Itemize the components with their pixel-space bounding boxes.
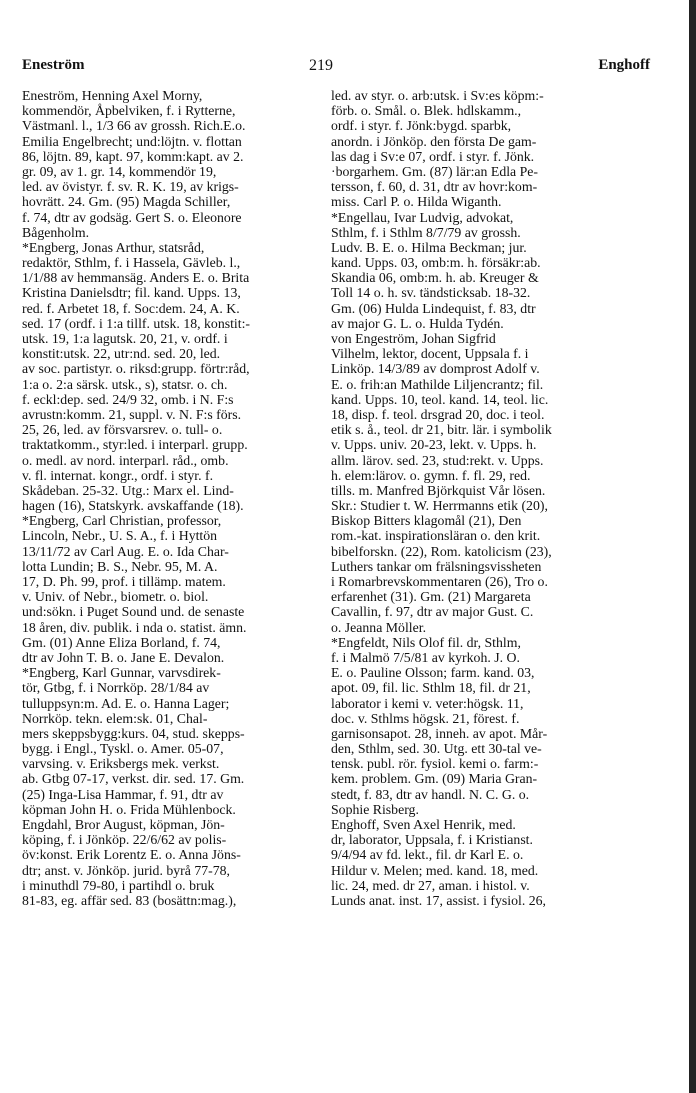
text-line: E. o. frih:an Mathilde Liljencrantz; fil. bbox=[331, 376, 544, 392]
text-line: ordf. i styr. f. Jönk:bygd. sparbk, bbox=[331, 118, 512, 134]
text-line: öv:konst. Erik Lorentz E. o. Anna Jöns- bbox=[22, 847, 241, 863]
text-column-left bbox=[22, 88, 322, 908]
text-line: kem. problem. Gm. (09) Maria Gran- bbox=[331, 771, 538, 787]
text-line: hagen (16), Statskyrk. avskaffande (18). bbox=[22, 498, 244, 514]
text-line: 13/11/72 av Carl Aug. E. o. Ida Char- bbox=[22, 543, 229, 559]
text-line: varvsing. v. Eriksbergs mek. verkst. bbox=[22, 756, 220, 772]
text-line: (25) Inga-Lisa Hammar, f. 91, dtr av bbox=[22, 786, 224, 802]
text-line: kommendör, Åpbelviken, f. i Rytterne, bbox=[22, 103, 236, 119]
text-line: Linköp. 14/3/89 av domprost Adolf v. bbox=[331, 361, 540, 377]
text-line: bygg. i Engl., Tyskl. o. Amer. 05-07, bbox=[22, 741, 224, 757]
text-line: Vilhelm, lektor, docent, Uppsala f. i bbox=[331, 346, 529, 362]
text-line: Ludv. B. E. o. Hilma Beckman; jur. bbox=[331, 239, 527, 255]
text-line: i minuthdl 79-80, i partihdl o. bruk bbox=[22, 877, 215, 893]
text-line: stedt, f. 83, dtr av handl. N. C. G. o. bbox=[331, 786, 530, 802]
text-line: Engdahl, Bror August, köpman, Jön- bbox=[22, 817, 225, 832]
text-line: ab. Gtbg 07-17, verkst. dir. sed. 17. Gm. bbox=[22, 771, 245, 787]
text-line: utsk. 19, 1:a lagutsk. 20, 21, v. ordf. i bbox=[22, 331, 228, 346]
text-line: led. av styr. o. arb:utsk. i Sv:es köpm:- bbox=[331, 88, 544, 103]
text-line: i Romarbrevskommentaren (26), Tro o. bbox=[331, 574, 548, 589]
running-head-right: Enghoff bbox=[598, 57, 650, 73]
text-line: traktatkomm., styr:led. i interparl. grupp. bbox=[22, 437, 248, 453]
text-line: erfarenhet (31). Gm. (21) Margareta bbox=[331, 589, 531, 605]
text-line: garnisonsapot. 28, inneh. av apot. Mår- bbox=[331, 725, 548, 741]
text-line: lotta Lundin; B. S., Nebr. 95, M. A. bbox=[22, 558, 218, 574]
text-line: Toll 14 o. h. sv. tändsticksab. 18-32. bbox=[331, 285, 531, 301]
text-line: miss. Carl P. o. Hilda Wiganth. bbox=[331, 194, 502, 210]
text-line: allm. lärov. sed. 23, stud:rekt. v. Upps. bbox=[331, 452, 544, 468]
text-line: *Engellau, Ivar Ludvig, advokat, bbox=[331, 209, 514, 225]
text-line: dr, laborator, Uppsala, f. i Kristianst. bbox=[331, 832, 533, 848]
text-line: f. 74, dtr av godsäg. Gert S. o. Eleonore bbox=[22, 209, 242, 225]
text-line: 1/1/88 av hemmansäg. Anders E. o. Brita bbox=[22, 270, 250, 286]
text-line: o. medl. av nord. interparl. råd., omb. bbox=[22, 452, 229, 468]
text-line: v. Univ. of Nebr., biometr. o. biol. bbox=[22, 589, 209, 605]
text-line: *Engfeldt, Nils Olof fil. dr, Sthlm, bbox=[331, 634, 521, 650]
text-line: lic. 24, med. dr 27, aman. i histol. v. bbox=[331, 877, 530, 893]
text-line: Norrköp. tekn. elem:sk. 01, Chal- bbox=[22, 710, 208, 726]
text-line: kand. Upps. 03, omb:m. h. försäkr:ab. bbox=[331, 255, 541, 271]
text-line: konstit:utsk. 22, utr:nd. sed. 20, led. bbox=[22, 346, 221, 362]
text-line: den, Sthlm, sed. 30. Utg. ett 30-tal ve- bbox=[331, 741, 542, 757]
text-line: f. i Malmö 7/5/81 av kyrkoh. J. O. bbox=[331, 649, 520, 665]
text-line: tör, Gtbg, f. i Norrköp. 28/1/84 av bbox=[22, 680, 210, 696]
text-line: Sthlm, f. i Sthlm 8/7/79 av grossh. bbox=[331, 224, 521, 240]
text-line: Gm. (06) Hulda Lindequist, f. 83, dtr bbox=[331, 300, 536, 316]
text-line: Enghoff, Sven Axel Henrik, med. bbox=[331, 817, 516, 832]
text-line: 18 åren, div. publik. i nda o. statist. ämn. bbox=[22, 619, 247, 635]
text-line: von Engeström, Johan Sigfrid bbox=[331, 331, 496, 346]
text-line: Lincoln, Nebr., U. S. A., f. i Hyttön bbox=[22, 528, 218, 544]
text-line: etik s. å., teol. dr 21, bitr. lär. i symbolik bbox=[331, 422, 552, 438]
text-line: Lunds anat. inst. 17, assist. i fysiol. 26, bbox=[331, 892, 546, 908]
text-line: *Engberg, Jonas Arthur, statsråd, bbox=[22, 239, 205, 255]
text-line: dtr av John T. B. o. Jane E. Devalon. bbox=[22, 649, 225, 665]
text-line: 17, D. Ph. 99, prof. i tillämp. matem. bbox=[22, 574, 226, 589]
text-line: 1:a o. 2:a särsk. utsk., s), statsr. o. ch. bbox=[22, 376, 228, 392]
text-line: 86, löjtn. 89, kapt. 97, komm:kapt. av 2. bbox=[22, 148, 244, 164]
text-line: v. Upps. univ. 20-23, lekt. v. Upps. h. bbox=[331, 437, 537, 453]
text-line: gr. 09, av 1. gr. 14, kommendör 19, bbox=[22, 163, 217, 179]
text-line: kand. Upps. 10, teol. kand. 14, teol. lic. bbox=[331, 391, 549, 407]
text-line: ·borgarhem. Gm. (87) lär:an Edla Pe- bbox=[331, 163, 539, 179]
text-line: apot. 09, fil. lic. Sthlm 18, fil. dr 21, bbox=[331, 680, 531, 696]
text-line: und:sökn. i Puget Sound und. de senaste bbox=[22, 604, 245, 620]
text-line: *Engberg, Karl Gunnar, varvsdirek- bbox=[22, 665, 221, 681]
text-line: dtr; anst. v. Jönköp. jurid. byrå 77-78, bbox=[22, 862, 230, 878]
text-line: Kristina Danielsdtr; fil. kand. Upps. 13, bbox=[22, 285, 241, 301]
text-line: 81-83, eg. affär sed. 83 (bosättn:mag.), bbox=[22, 892, 237, 908]
text-line: doc. v. Sthlms högsk. 21, förest. f. bbox=[331, 710, 520, 726]
text-line: led. av övistyr. f. sv. R. K. 19, av krigs- bbox=[22, 179, 239, 195]
text-line: sed. 17 (ordf. i 1:a tillf. utsk. 18, konstit:- bbox=[22, 315, 251, 331]
text-line: anordn. i Jönköp. den första De gam- bbox=[331, 133, 537, 149]
running-head-left: Eneström bbox=[22, 57, 85, 73]
text-line: bibelforskn. (22), Rom. katolicism (23), bbox=[331, 543, 552, 559]
text-line: Västmanl. l., 1/3 66 av grossh. Rich.E.o. bbox=[22, 118, 246, 134]
text-line: 9/4/94 av fd. lekt., fil. dr Karl E. o. bbox=[331, 847, 524, 863]
text-line: avrustn:komm. 21, suppl. v. N. F:s förs. bbox=[22, 406, 242, 422]
text-line: tills. m. Manfred Björkquist Vår lösen. bbox=[331, 482, 546, 498]
text-line: Cavallin, f. 97, dtr av major Gust. C. bbox=[331, 604, 534, 620]
text-line: tulluppsyn:m. Ad. E. o. Hanna Lager; bbox=[22, 695, 230, 711]
text-line: köping, f. i Jönköp. 22/6/62 av polis- bbox=[22, 832, 227, 848]
text-line: 18, disp. f. teol. drsgrad 20, doc. i teol. bbox=[331, 406, 545, 422]
text-line: Luthers tankar om frälsningsvissheten bbox=[331, 558, 542, 574]
text-line: h. elem:lärov. o. gymn. f. fl. 29, red. bbox=[331, 467, 531, 483]
text-line: Bågenholm. bbox=[22, 224, 90, 240]
text-line: laborator i kemi v. veter:högsk. 11, bbox=[331, 695, 524, 711]
text-line: tersson, f. 60, d. 31, dtr av hovr:kom- bbox=[331, 179, 538, 195]
text-line: av soc. partistyr. o. riksd:grupp. förtr:råd, bbox=[22, 361, 250, 377]
text-line: Skandia 06, omb:m. h. ab. Kreuger & bbox=[331, 270, 539, 286]
text-line: rom.-kat. inspirationsläran o. den krit. bbox=[331, 528, 541, 544]
text-line: v. fl. internat. kongr., ordf. i styr. f. bbox=[22, 467, 214, 483]
text-line: f. eckl:dep. sed. 24/9 32, omb. i N. F:s bbox=[22, 391, 234, 407]
text-line: E. o. Pauline Olsson; farm. kand. 03, bbox=[331, 665, 535, 681]
text-line: Hildur v. Melen; med. kand. 18, med. bbox=[331, 862, 539, 878]
text-line: *Engberg, Carl Christian, professor, bbox=[22, 513, 222, 529]
text-line: Biskop Bitters klagomål (21), Den bbox=[331, 513, 522, 529]
text-line: Sophie Risberg. bbox=[331, 801, 419, 817]
text-line: Emilia Engelbrecht; und:löjtn. v. flottan bbox=[22, 133, 242, 149]
text-line: Skådeban. 25-32. Utg.: Marx el. Lind- bbox=[22, 482, 234, 498]
text-line: hovrätt. 24. Gm. (95) Magda Schiller, bbox=[22, 194, 231, 210]
text-line: Skr.: Studier t. W. Herrmanns etik (20), bbox=[331, 498, 548, 514]
text-line: Eneström, Henning Axel Morny, bbox=[22, 88, 203, 103]
text-column-right bbox=[331, 88, 631, 908]
text-line: mers skeppsbygg:kurs. 04, stud. skepps- bbox=[22, 725, 245, 741]
text-line: 25, 26, led. av försvarsrev. o. tull- o. bbox=[22, 422, 223, 438]
text-line: Gm. (01) Anne Eliza Borland, f. 74, bbox=[22, 634, 221, 650]
text-line: köpman John H. o. Frida Mühlenbock. bbox=[22, 801, 236, 817]
text-line: förb. o. Smål. o. Blek. hdlskamm., bbox=[331, 103, 522, 119]
text-line: las dag i Sv:e 07, ordf. i styr. f. Jönk. bbox=[331, 148, 535, 164]
text-line: red. f. Arbetet 18, f. Soc:dem. 24, A. K. bbox=[22, 300, 240, 316]
text-line: redaktör, Sthlm, f. i Hassela, Gävleb. l., bbox=[22, 255, 241, 271]
text-line: tensk. publ. rör. fysiol. kemi o. farm:- bbox=[331, 756, 539, 772]
page-number: 219 bbox=[309, 57, 333, 74]
text-line: o. Jeanna Möller. bbox=[331, 619, 427, 635]
scan-edge-border bbox=[689, 0, 696, 1093]
text-line: av major G. L. o. Hulda Tydén. bbox=[331, 315, 504, 331]
